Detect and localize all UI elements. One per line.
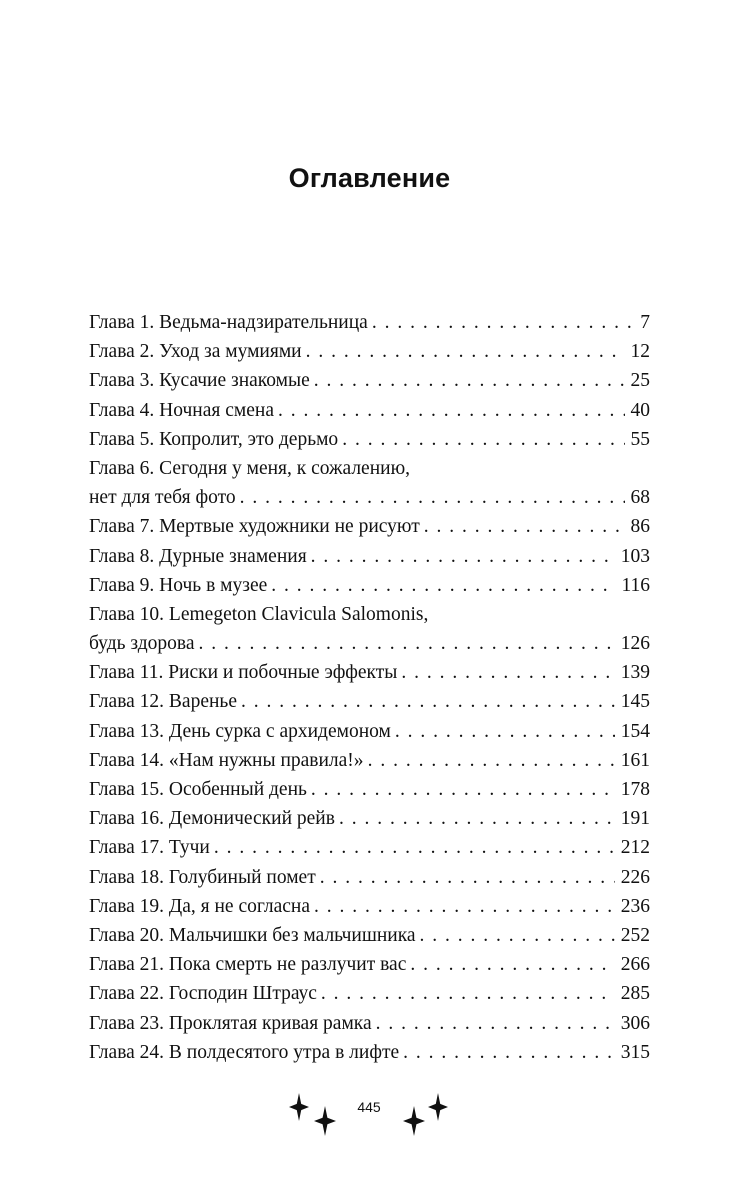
toc-entry [89,717,650,746]
toc-entry [89,804,650,833]
toc-entry [89,571,650,600]
toc-entry [89,542,650,571]
toc-entry-line [89,746,650,775]
toc-entry-title: будь здорова [89,633,195,655]
toc-entry-line [89,337,650,366]
toc-entry-line [89,892,650,921]
toc-entry-line [89,863,650,892]
toc-entry-line [89,979,650,1008]
page-number: 445 [357,1099,381,1115]
dot-leader [342,425,624,454]
toc-entry-page-number: 285 [620,983,650,1005]
toc-entry [89,425,650,454]
toc-entry-page-number: 226 [620,866,650,888]
toc-entry-line [89,1009,650,1038]
toc-entry-title: Глава 11. Риски и побочные эффекты [89,662,398,684]
toc-entry-title: Глава 18. Голубиный помет [89,866,316,888]
dot-leader [320,863,615,892]
dot-leader [314,366,625,395]
toc-entry-line [89,512,650,541]
toc-entry-page-number: 178 [620,779,650,800]
toc-entry [89,746,650,775]
toc-entry-page-number: 68 [630,487,650,509]
toc-entry [89,833,650,862]
toc-entry-page-number: 212 [620,837,650,859]
star-icon [403,1106,425,1136]
toc-entry-page-number: 55 [630,428,650,450]
star-icon [428,1093,448,1121]
dot-leader [420,921,615,950]
toc-entry-line [89,921,650,950]
dot-leader [240,483,625,512]
toc-entry [89,366,650,395]
toc-entry-page-number: 116 [621,574,650,596]
toc-entry-title-line [89,454,650,483]
toc-entry [89,600,650,658]
toc-entry-line [89,658,650,687]
toc-entry [89,337,650,366]
toc-entry [89,1038,650,1067]
toc-entry [89,775,650,804]
dot-leader [376,1009,615,1038]
dot-leader [306,337,625,366]
toc-entry-page-number: 103 [620,545,650,567]
toc-entry [89,950,650,979]
dot-leader [241,687,615,716]
toc-entry-line [89,308,650,337]
dot-leader [271,571,615,600]
toc-entry [89,396,650,425]
toc-entry-title: Глава 13. День сурка с архидемоном [89,720,391,742]
toc-entry-page-number: 12 [630,341,650,363]
dot-leader [395,717,615,746]
toc-entry-line [89,1038,650,1067]
toc-entry-title: Глава 15. Особенный день [89,779,307,800]
dot-leader [424,512,625,541]
toc-entry-title: Глава 20. Мальчишки без мальчишника [89,924,416,946]
toc-entry-title: Глава 8. Дурные знамения [89,545,307,567]
toc-entry-line [89,571,650,600]
toc-entry [89,1009,650,1038]
toc-entry-title: Глава 2. Уход за мумиями [89,341,302,363]
toc-entry-page-number: 126 [620,633,650,655]
dot-leader [401,658,614,687]
toc-entry-title: Глава 7. Мертвые художники не рисуют [89,516,420,538]
dot-leader [368,746,615,775]
toc-entry-title: Глава 23. Проклятая кривая рамка [89,1012,372,1034]
toc-entry [89,512,650,541]
table-of-contents [89,308,650,1067]
toc-entry-title: Глава 22. Господин Штраус [89,983,317,1005]
dot-leader [311,775,615,804]
toc-entry-title: Глава 16. Демонический рейв [89,808,335,830]
toc-entry [89,687,650,716]
toc-entry-title: Глава 17. Тучи [89,837,210,859]
toc-entry-title-first: Глава 10. Lemegeton Clavicula Salomonis, [89,603,429,625]
dot-leader [321,979,615,1008]
toc-entry-page-number: 139 [620,662,650,684]
toc-entry-title-first: Глава 6. Сегодня у меня, к сожалению, [89,457,411,479]
toc-entry-line [89,629,650,658]
toc-entry-page-number: 161 [620,749,650,771]
toc-entry-page-number: 236 [620,895,650,917]
toc-entry-title: Глава 1. Ведьма-надзирательница [89,312,368,333]
toc-entry-page-number: 306 [620,1012,650,1034]
toc-entry-page-number: 25 [630,370,650,392]
dot-leader [214,833,615,862]
dot-leader [199,629,615,658]
toc-entry-title: Глава 19. Да, я не согласна [89,895,310,917]
toc-entry [89,892,650,921]
toc-entry-title: нет для тебя фото [89,487,236,509]
toc-entry-page-number: 266 [620,954,650,976]
toc-entry [89,308,650,337]
toc-entry-title: Глава 21. Пока смерть не разлучит вас [89,954,407,976]
toc-entry-title: Глава 5. Копролит, это дерьмо [89,428,339,450]
star-icon [314,1106,336,1136]
toc-entry-title: Глава 3. Кусачие знакомые [89,370,310,392]
toc-entry [89,454,650,512]
toc-entry-page-number: 315 [620,1041,650,1063]
dot-leader [372,308,634,337]
toc-entry-page-number: 154 [620,720,650,742]
toc-entry-line [89,483,650,512]
toc-entry-line [89,833,650,862]
toc-entry-line [89,687,650,716]
toc-entry-line [89,366,650,395]
page-footer [0,1086,739,1146]
toc-entry-title: Глава 14. «Нам нужны правила!» [89,749,364,771]
toc-entry-page-number: 252 [620,924,650,946]
toc-entry-line [89,542,650,571]
dot-leader [403,1038,615,1067]
toc-entry [89,979,650,1008]
toc-entry-title: Глава 4. Ночная смена [89,399,274,421]
toc-entry-page-number: 7 [640,312,650,333]
toc-entry [89,921,650,950]
dot-leader [410,950,614,979]
toc-entry-line [89,717,650,746]
toc-entry-title: Глава 12. Варенье [89,691,237,713]
dot-leader [278,396,625,425]
toc-entry-line [89,950,650,979]
toc-entry-line [89,396,650,425]
dot-leader [314,892,615,921]
toc-entry-page-number: 40 [630,399,650,421]
dot-leader [311,542,615,571]
toc-entry-page-number: 145 [620,691,650,713]
toc-entry-line [89,425,650,454]
dot-leader [339,804,615,833]
toc-entry-page-number: 86 [630,516,650,538]
toc-entry [89,658,650,687]
toc-entry-title: Глава 24. В полдесятого утра в лифте [89,1041,400,1063]
page-title: Оглавление [288,163,451,193]
toc-entry-line [89,775,650,804]
toc-entry-line [89,804,650,833]
toc-entry-page-number: 191 [620,808,650,830]
toc-entry [89,863,650,892]
toc-entry-title: Глава 9. Ночь в музее [89,574,268,596]
star-icon [289,1093,309,1121]
toc-entry-title-line [89,600,650,629]
